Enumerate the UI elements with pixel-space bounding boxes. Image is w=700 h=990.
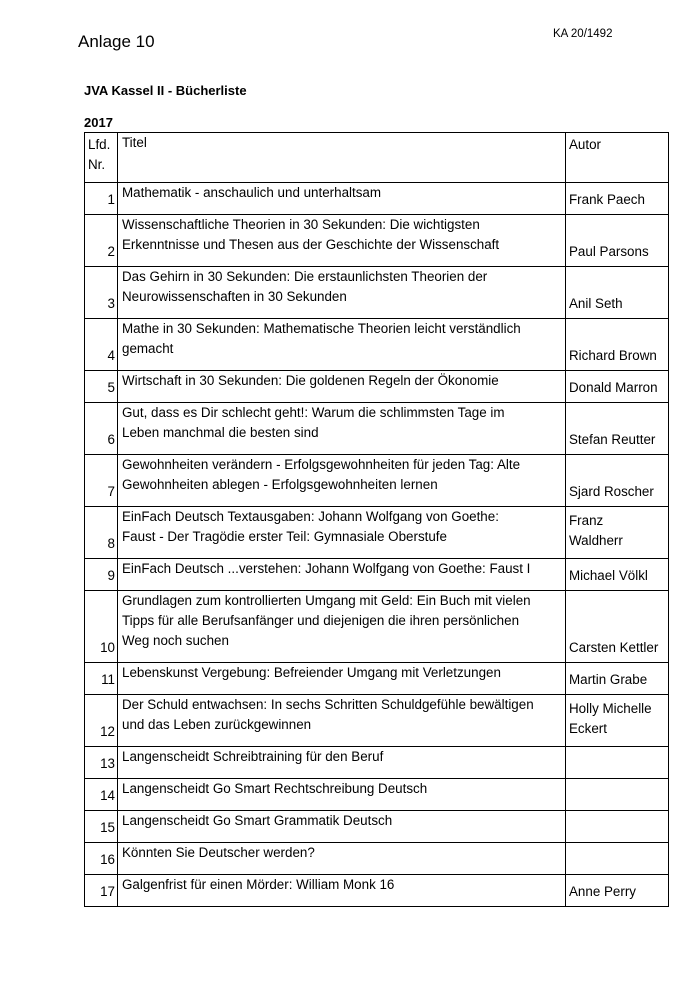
row-title-line: Wissenschaftliche Theorien in 30 Sekunden: Die wichtigsten [122,217,480,232]
row-number: 16 [85,843,118,875]
row-number: 1 [85,183,118,215]
row-title [118,371,566,403]
row-title-line: EinFach Deutsch Textausgaben: Johann Wolfgang von Goethe: [122,509,499,524]
row-title [118,663,566,695]
table-row [85,747,669,779]
document-title: JVA Kassel II - Bücherliste [84,83,247,98]
row-number: 5 [85,371,118,403]
annex-label: Anlage 10 [78,32,155,51]
table-row [85,663,669,695]
row-author-line: Sjard Roscher [569,484,654,499]
row-author-line: Martin Grabe [569,672,648,687]
row-title [118,507,566,559]
row-number: 7 [85,455,118,507]
row-author-line: Anne Perry [569,884,636,899]
row-title [118,747,566,779]
row-title-line: Tipps für alle Berufsanfänger und diejenigen die ihren persönlichen [122,613,520,628]
row-author [566,403,669,455]
table-header-row [85,133,669,183]
row-author [566,267,669,319]
row-title-line: Der Schuld entwachsen: In sechs Schritten Schuldgefühle bewältigen [122,697,534,712]
row-title-line: EinFach Deutsch ...verstehen: Johann Wolfgang von Goethe: Faust I [122,561,531,576]
row-title [118,455,566,507]
header-author: Autor [566,133,669,183]
row-title-line: Mathe in 30 Sekunden: Mathematische Theorien leicht verständlich [122,321,521,336]
row-author-line: Carsten Kettler [569,640,659,655]
row-number: 3 [85,267,118,319]
row-title [118,811,566,843]
table-row [85,779,669,811]
row-number: 10 [85,591,118,663]
row-title [118,267,566,319]
row-author [566,695,669,747]
row-number: 12 [85,695,118,747]
row-author-line: Anil Seth [569,296,623,311]
row-title-line: Das Gehirn in 30 Sekunden: Die erstaunlichsten Theorien der [122,269,488,284]
table-row [85,455,669,507]
table-row [85,183,669,215]
row-title-line: Gewohnheiten ablegen - Erfolgsgewohnheiten lernen [122,477,438,492]
row-author-line: Stefan Reutter [569,432,656,447]
row-author-line: Donald Marron [569,380,658,395]
row-title-line: gemacht [122,341,174,356]
table-row [85,559,669,591]
row-title-line: und das Leben zurückgewinnen [122,717,312,732]
row-author [566,183,669,215]
table-row [85,371,669,403]
row-title [118,319,566,371]
row-number: 14 [85,779,118,811]
row-author-line: Waldherr [569,533,623,548]
header-title: Titel [118,133,566,183]
row-number: 8 [85,507,118,559]
row-author [566,747,669,779]
row-author [566,215,669,267]
row-number: 13 [85,747,118,779]
row-title-line: Erkenntnisse und Thesen aus der Geschichte der Wissenschaft [122,237,500,252]
row-author [566,875,669,907]
row-author [566,663,669,695]
header-number-line1: Lfd. [88,137,111,152]
row-author-line: Paul Parsons [569,244,649,259]
row-author [566,591,669,663]
row-author [566,507,669,559]
table-row [85,695,669,747]
row-number: 11 [85,663,118,695]
row-title-line: Weg noch suchen [122,633,229,648]
row-author-line: Frank Paech [569,192,645,207]
row-author [566,559,669,591]
row-author [566,455,669,507]
row-author [566,779,669,811]
row-title-line: Wirtschaft in 30 Sekunden: Die goldenen Regeln der Ökonomie [122,373,499,388]
row-title-line: Langenscheidt Schreibtraining für den Beruf [122,749,384,764]
row-title [118,559,566,591]
row-number: 6 [85,403,118,455]
row-author [566,811,669,843]
table-row [85,811,669,843]
table-row [85,319,669,371]
row-author-line: Holly Michelle [569,701,652,716]
table-row [85,507,669,559]
table-row [85,403,669,455]
header-number [85,133,118,183]
row-title-line: Gewohnheiten verändern - Erfolgsgewohnheiten für jeden Tag: Alte [122,457,521,472]
row-title-line: Langenscheidt Go Smart Grammatik Deutsch [122,813,393,828]
header-number-line2: Nr. [88,157,106,172]
row-title-line: Grundlagen zum kontrollierten Umgang mit Geld: Ein Buch mit vielen [122,593,531,608]
row-number: 17 [85,875,118,907]
row-title [118,183,566,215]
row-title-line: Galgenfrist für einen Mörder: William Monk 16 [122,877,395,892]
row-author [566,371,669,403]
row-title [118,215,566,267]
row-number: 9 [85,559,118,591]
table-row [85,267,669,319]
row-title-line: Faust - Der Tragödie erster Teil: Gymnasiale Oberstufe [122,529,447,544]
row-title [118,403,566,455]
table-row [85,875,669,907]
row-title-line: Lebenskunst Vergebung: Befreiender Umgang mit Verletzungen [122,665,501,680]
row-author-line: Franz [569,513,604,528]
row-number: 15 [85,811,118,843]
row-title-line: Mathematik - anschaulich und unterhaltsam [122,185,382,200]
book-list-body [85,133,669,907]
reference-number: KA 20/1492 [553,28,613,40]
table-row [85,591,669,663]
book-list-table [84,132,669,907]
row-title [118,843,566,875]
row-author [566,319,669,371]
table-row [85,215,669,267]
row-number: 2 [85,215,118,267]
row-title [118,695,566,747]
list-year: 2017 [84,115,113,130]
row-author-line: Eckert [569,721,607,736]
row-title [118,875,566,907]
row-author-line: Michael Völkl [569,568,648,583]
row-author-line: Richard Brown [569,348,657,363]
row-number: 4 [85,319,118,371]
row-author [566,843,669,875]
row-title-line: Neurowissenschaften in 30 Sekunden [122,289,347,304]
row-title-line: Leben manchmal die besten sind [122,425,319,440]
row-title-line: Gut, dass es Dir schlecht geht!: Warum die schlimmsten Tage im [122,405,505,420]
row-title-line: Langenscheidt Go Smart Rechtschreibung Deutsch [122,781,428,796]
table-row [85,843,669,875]
row-title-line: Könnten Sie Deutscher werden? [122,845,315,860]
row-title [118,591,566,663]
row-title [118,779,566,811]
